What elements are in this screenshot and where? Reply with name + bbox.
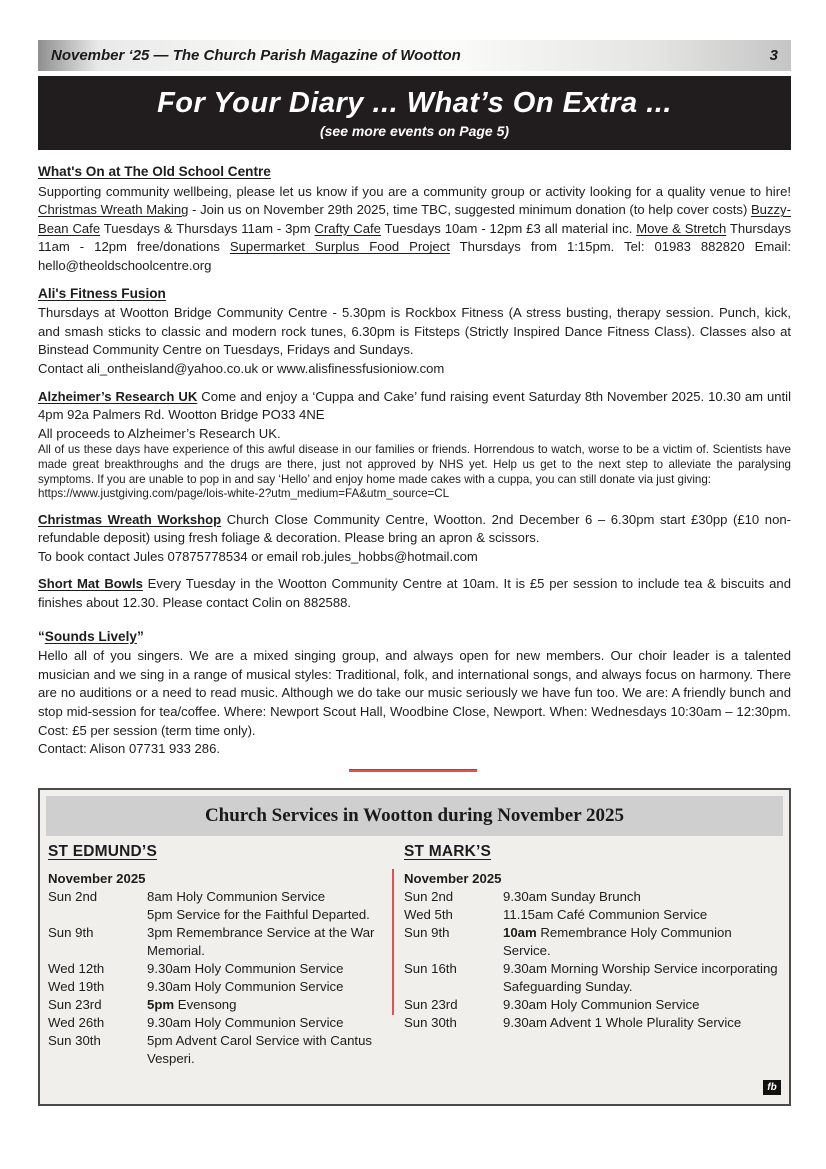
service-row	[48, 1014, 392, 1032]
service-description: 9.30am Holy Communion Service	[503, 997, 700, 1012]
church-name: ST EDMUND’S	[48, 843, 157, 860]
detail-text: All of us these days have experience of this awful disease in our families or friends. Horrendous to watch, worse to be a victim of. Scientists have made great breakthroughs and the drugs are there, just not approved by NHS yet. Help us get to the next step to alleviate the paralysing symptoms. If you are unable to pop in and say ‘Hello’ and enjoy home made cakes with a cuppa, you can still donate via just giving:	[38, 443, 791, 486]
service-description: 5pm Service for the Faithful Departed.	[147, 907, 370, 922]
service-day: Sun 2nd	[404, 889, 454, 904]
service-row	[48, 1032, 392, 1068]
service-row	[48, 996, 392, 1014]
section-wreath-workshop	[38, 511, 791, 567]
services-title: Church Services in Wootton during November 2025	[46, 796, 783, 836]
service-description: 9.30am Sunday Brunch	[503, 889, 641, 904]
service-rows	[48, 888, 392, 1068]
service-description: 8am Holy Communion Service	[147, 889, 326, 904]
month-label: November 2025	[48, 871, 146, 886]
service-row	[404, 960, 781, 996]
service-day: Sun 9th	[48, 925, 94, 940]
section-heading: Ali's Fitness Fusion	[38, 285, 166, 301]
service-row	[48, 960, 392, 978]
service-description: 3pm Remembrance Service at the War Memorial.	[147, 925, 375, 958]
church-column	[404, 843, 781, 1068]
section-body: Alzheimer’s Research UK Come and enjoy a ‘Cuppa and Cake’ fund raising event Saturday 8th November 2025. 10.30 am until 4pm 92a Palmers Rd. Wootton Bridge PO33 4NE	[38, 388, 791, 423]
magazine-title: November ‘25 — The Church Parish Magazine of Wootton	[51, 47, 461, 64]
page-header	[38, 40, 791, 71]
month-label: November 2025	[404, 871, 502, 886]
church-column	[48, 843, 392, 1068]
service-row	[404, 888, 781, 906]
donation-url: https://www.justgiving.com/page/lois-white-2?utm_medium=FA&utm_source=CL	[38, 487, 450, 501]
service-day: Sun 30th	[404, 1015, 457, 1030]
diary-banner	[38, 76, 791, 150]
service-row	[404, 996, 781, 1014]
service-description: 5pm Evensong	[147, 997, 237, 1012]
service-day: Sun 9th	[404, 925, 450, 940]
section-alzheimers-research	[38, 388, 791, 502]
service-rows	[404, 888, 781, 1032]
service-description: 9.30am Advent 1 Whole Plurality Service	[503, 1015, 742, 1030]
red-divider	[349, 769, 477, 772]
column-divider-rule	[392, 869, 394, 1015]
service-description: 11.15am Café Communion Service	[503, 907, 708, 922]
section-body: Christmas Wreath Workshop Church Close Community Centre, Wootton. 2nd December 6 – 6.30pm start £30pp (£10 non-refundable deposit) using fresh foliage & decoration. Please bring an apron & scissors.	[38, 511, 792, 546]
banner-title: For Your Diary ... What’s On Extra ...	[157, 87, 672, 119]
service-day: Wed 5th	[404, 907, 453, 922]
service-description: 9.30am Holy Communion Service	[147, 961, 344, 976]
fb-icon: fb	[763, 1080, 781, 1095]
service-row	[48, 888, 392, 924]
contact-line: Contact: Alison 07731 933 286.	[38, 741, 220, 757]
section-body: Short Mat Bowls Every Tuesday in the Wootton Community Centre at 10am. It is £5 per session to include tea & biscuits and finishes about 12.30. Please contact Colin on 882588.	[38, 576, 791, 611]
page-number: 3	[769, 47, 778, 64]
section-body: Hello all of you singers. We are a mixed singing group, and always open for new members. Our choir leader is a talented musician and we sing in a range of musical styles: Traditional, folk, and international songs, and always focus on harmony. There are no auditions or a need to read music. Although we do take our music seriously we have fun too. We are: A friendly bunch and stop mid-session for tea/coffee. Where: Newport Scout Hall, Woodbine Close, Newport. When: Wednesdays 10:30am – 12:30pm. Cost: £5 per session (term time only).	[38, 648, 791, 738]
section-body: Thursdays at Wootton Bridge Community Centre - 5.30pm is Rockbox Fitness (A stress busting, therapy session. Punch, kick, and smash sticks to classic and modern rock tunes, 6.30pm is Fitsteps (Strictly Inspired Dance Fitness Class). Classes also at Binstead Community Centre on Tuesdays, Fridays and Sundays.	[38, 305, 791, 358]
service-day: Wed 12th	[48, 961, 105, 976]
section-heading: What's On at The Old School Centre	[38, 164, 271, 179]
contact-line: Contact ali_ontheisland@yahoo.co.uk or www.alisfinessfusioniow.com	[38, 360, 445, 376]
service-description: 9.30am Holy Communion Service	[147, 1015, 344, 1030]
service-description: 9.30am Holy Communion Service	[147, 979, 344, 994]
service-description: 9.30am Morning Worship Service incorporating Safeguarding Sunday.	[503, 961, 778, 994]
service-row	[48, 924, 392, 960]
section-old-school-centre	[38, 163, 791, 276]
service-description: 5pm Advent Carol Service with Cantus Vesperi.	[147, 1033, 373, 1066]
section-body: Supporting community wellbeing, please let us know if you are a community group or activity looking for a quality venue to hire! Christmas Wreath Making - Join us on November 29th 2025, time TBC, suggested minimum donation (to help cover costs) Buzzy-Bean Cafe Tuesdays & Thursdays 11am - 3pm Crafty Cafe Tuesdays 10am - 12pm £3 all material inc. Move & Stretch Thursdays 11am - 12pm free/donations Supermarket Surplus Food Project Thursdays from 1:15pm. Tel: 01983 882820 Email: hello@theoldschoolcentre.org	[38, 183, 791, 273]
section-heading: “Sounds Lively”	[38, 628, 144, 644]
proceeds-line: All proceeds to Alzheimer’s Research UK.	[38, 425, 281, 441]
service-description: 10am Remembrance Holy Communion Service.	[503, 925, 732, 958]
service-day: Sun 16th	[404, 961, 457, 976]
service-day: Sun 30th	[48, 1033, 101, 1048]
banner-subtitle: (see more events on Page 5)	[319, 123, 510, 139]
church-services-box	[38, 788, 791, 1106]
contact-line: To book contact Jules 07875778534 or email rob.jules_hobbs@hotmail.com	[38, 548, 478, 564]
service-day: Sun 23rd	[48, 997, 102, 1012]
church-name: ST MARK’S	[404, 843, 492, 860]
service-day: Sun 2nd	[48, 889, 98, 904]
service-row	[404, 906, 781, 924]
service-row	[404, 924, 781, 960]
service-day: Sun 23rd	[404, 997, 458, 1012]
service-day: Wed 26th	[48, 1015, 105, 1030]
section-sounds-lively	[38, 628, 791, 759]
articles	[38, 163, 791, 768]
services-columns	[46, 843, 783, 1068]
service-row	[48, 978, 392, 996]
section-fitness-fusion	[38, 285, 791, 379]
section-short-mat-bowls	[38, 575, 791, 612]
service-row	[404, 1014, 781, 1032]
service-day: Wed 19th	[48, 979, 105, 994]
